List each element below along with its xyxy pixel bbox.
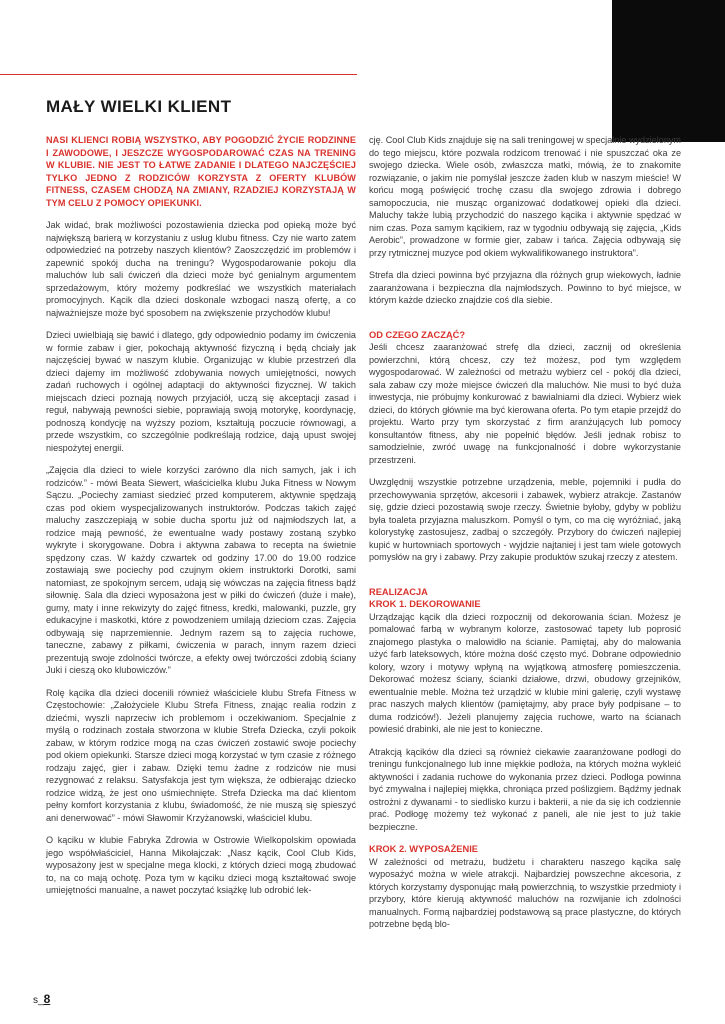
header-red-rule xyxy=(0,74,357,75)
left-paragraph-4: Rolę kącika dla dzieci docenili również właściciele klubu Strefa Fitness w Częstochowie: „Założyciele Klubu Strefa Fitness, znając realia rodzin z dziećmi, wyszli naprzeciw ich problemom i oczekiwaniom. Specjalnie z myślą o rodzinach została stworzona w klubie Strefa Dziecka, czyli pokoik zabaw, w którym rodzice mogą na czas ćwiczeń zostawić swoje pociechy pod okiem opiekunki. Starsze dzieci mogą korzystać w tym czasie z różnego rodzaju zajęć, gier i zabaw. Dzięki temu żadne z rodziców nie musi rezygnować z relaksu. Satysfakcja jest tym większa, że odbierając dziecko rodzice widzą, że jest ono uśmiechnięte. Strefa Dziecka ma dać klientom pełny komfort korzystania z klubu, świadomość, że nie muszą się spieszyć ani denerwować” - mówi Sławomir Krzyżanowski, właściciel klubu. xyxy=(46,687,356,823)
page-number-value: 8 xyxy=(43,992,51,1006)
subheading-krok-1: KROK 1. DEKOROWANIE xyxy=(369,599,481,609)
page-number xyxy=(33,992,50,1006)
left-column xyxy=(46,134,356,907)
right-intro-paragraph-1: cję. Cool Club Kids znajduje się na sali treningowej w specjalnie wydzielonym do tego miejscu, które pozwala rodzicom trenować i nie spuszczać oka ze swojego dziecka. Wiele osób, zwłaszcza matki, mówią, że to znakomite rozwiązanie, o jakim nie pomyślał jeszcze żaden klub w naszym mieście! W końcu mogą poświęcić trochę czasu dla swojego zdrowia i dobrego samopoczucia, nie musząc organizować dodatkowej opieki dla dzieci. Maluchy także lubią przychodzić do naszego kącika i aktywnie spędzać w nim czas. Poza samym kącikiem, raz w tygodniu odbywają się zajęcia, „Kids Aerobic”, prowadzone w formie gier, zabaw i tańca. Zajęcia odbywają się przy rytmicznej muzyce pod okiem wykwalifikowanego instruktora”. xyxy=(369,135,681,258)
subheading-krok-2: KROK 2. WYPOSAŻENIE xyxy=(369,844,478,854)
left-paragraph-1: Jak widać, brak możliwości pozostawienia dziecka pod opieką może być największą barierą w korzystaniu z usług klubu fitness. Czy nie warto zatem odpowiedzieć na potrzeby naszych klientów? Zaoszczędzić im problemów i zapewnić spokój ducha na treningu? Wygospodarowanie pokoju dla maluchów lub sali ćwiczeń dla dzieci może być genialnym argumentem sprzedażowym, który możemy podkreślać we wszystkich materiałach promocyjnych. Kącik dla dzieci doskonale wzbogaci naszą ofertę, a co najważniejsze może być sposobem na zwiększenie przychodów klubu! xyxy=(46,220,356,318)
left-paragraph-3: „Zajęcia dla dzieci to wiele korzyści zarówno dla nich samych, jak i ich rodziców.” - mówi Beata Siewert, właścicielka klubu Juka Fitness w Nowym Sączu. „Pociechy zamiast siedzieć przed komputerem, aktywnie spędzają czas pod okiem wyspecjalizowanych instruktorów. Podczas takich zajęć maluchy zaszczepiają w sobie ducha sportu już od najmłodszych lat, a rodzice mają pewność, że ewentualne wady postawy zostaną szybko wykryte i skorygowane. Dobra i aktywna zabawa to recepta na świetnie spędzony czas. W każdy czwartek od godziny 17.00 do 19.00 rodzice zostawiają swe pociechy pod czujnym okiem instruktorki Dorotki, sami natomiast, ze spokojnym sercem, udają się wówczas na zajęcia fitness bądź siłownię. Sala dla dzieci wyposażona jest w piłki do ćwiczeń (duże i małe), gumy, maty i inne rekwizyty do zajęć fitness, kredki, malowanki, puzzle, gry edukacyjne i maskotki, które z powodzeniem umilają dzieciom czas. Zajęcia odbywają się naprzemiennie. Jednym razem są to zajęcia ruchowe, taneczne, zabawy z piłkami, ćwiczenia w parach, innym razem dzieci prezentują swoje zdolności twórcze, a efekty owej twórczości zdobią ściany Juki i cieszą oko klubowiczów.” xyxy=(46,465,356,675)
section1-paragraph-2: Uwzględnij wszystkie potrzebne urządzenia, meble, pojemniki i pudła do przechowywania sprzętów, akcesorii i zabawek, wybierz atrakcje. Zastanów się, gdzie dzieci pozostawią swoje rzeczy. Świetnie byłoby, gdyby w pobliżu była toaleta przyjazna maluszkom. Pomyśl o tym, co ma cię wyróżniać, jaką kolorystykę zastosujesz, zadbaj o szczegóły. Przybory do ćwiczeń najlepiej kupić w hurtowniach sportowych - wyjdzie najtaniej i jest tam wiele gotowych pomysłów na gry i zabawy. Przy zakupie produktów szukaj rzeczy z atestem. xyxy=(369,477,681,562)
corner-black-block xyxy=(612,0,725,142)
left-paragraph-5: O kąciku w klubie Fabryka Zdrowia w Ostrowie Wielkopolskim opowiada jego współwłaściciel, Hanna Mikołajczak: „Nasz kącik, Cool Club Kids, wyposażony jest w specjalne mega klocki, z których dzieci mogą zbudować to, na co mają ochotę. Poza tym w kąciku dzieci mogą kształtować swoje umiejętności manualne, a nawet poczytać książkę lub odrobić lek- xyxy=(46,835,356,895)
right-column xyxy=(369,134,681,941)
article-lead: NASI KLIENCI ROBIĄ WSZYSTKO, ABY POGODZIĆ ŻYCIE RODZINNE I ZAWODOWE, I JESZCZE WYGOSPODAROWAĆ CZAS NA TRENING W KLUBIE. NIE JEST TO ŁATWE ZADANIE I DLATEGO NAJCZĘŚCIEJ TYLKO JEDNO Z RODZICÓW KORZYSTA Z OFERTY KLUBÓW FITNESS, CZASEM CHODZĄ NA ZMIANY, RZADZIEJ KORZYSTAJĄ W TYM CELU Z POMOCY OPIEKUNKI. xyxy=(46,135,356,208)
left-paragraph-2: Dzieci uwielbiają się bawić i dlatego, gdy odpowiednio podamy im ćwiczenia w formie zabaw i gier, pokochają aktywność fizyczną i będą chciały jak najczęściej bywać w naszym klubie. Organizując w klubie przestrzeń dla dzieci dajemy im możliwość zdobywania nowych umiejętności, nowych zadań ruchowych i ogólnej adaptacji do aktywności fizycznej. W takich miejscach dzieci poznają nowych przyjaciół, uczą się akceptacji zasad i reguł, nabywają pewności siebie, poprawiają swoją motorykę, koordynację, podnoszą kondycję na wyższy poziom, kształtują poczucie równowagi, a przede wszystkim, co szczególnie podkreślają rodzice, dają upust swojej niespożytej energii. xyxy=(46,330,356,453)
page-number-prefix: s_ xyxy=(33,995,44,1006)
section2-paragraph-1: Urządzając kącik dla dzieci rozpocznij od dekorowania ścian. Możesz je pomalować farbą w wybranym kolorze, zastosować tapety lub poprosić znajomego plastyka o malowidło na ścianie. Pamiętaj, aby do malowania użyć farb lateksowych, które można dość często myć. Dobrane odpowiednio kolory, wzory i motywy wpłyną na wyjątkową atmosferę pomieszczenia. Dekorować możesz ściany, ścianki działowe, drzwi, obudowy grzejników, ewentualnie meble. Można też urządzić w klubie mini galerię, czyli wystawę prac naszych małych klientów (pamiętajmy, aby prace były podpisane – to duma rodziców!). Jeżeli planujemy zajęcia ruchowe, warto na ścianach powiesić drabinki, ale nie jest to konieczne. xyxy=(369,611,681,734)
section3-paragraph-1: W zależności od metrażu, budżetu i charakteru naszego kącika salę wyposażyć można w wiele atrakcji. Najbardziej powszechne akcesoria, z których korzystamy dysponując małą powierzchnią, to wszystkie przedmioty i przybory, które kierują aktywność maluchów na rozwijanie ich zdolności manualnych. Formą najbardziej podstawową są prace plastyczne, do których potrzebne będą blo- xyxy=(369,856,681,929)
section1-paragraph-1: Jeśli chcesz zaaranżować strefę dla dzieci, zacznij od określenia powierzchni, którą chcesz, czy też możesz, pod tym względem wygospodarować. W zależności od metrażu wybierz cel - pokój dla dzieci, sala zabaw czy może miejsce ćwiczeń dla maluchów. Nie musi to być duża inwestycja, nie próbujmy konkurować z bawialniami dla dzieci. Wybierz wiek dzieci, do których głównie ma być kierowana oferta. Po tym etapie przejdź do projektu. Warto przy tym skorzystać z firm aranżujących lub pomocy konsultantów fitness, aby nie popełnić błędów. Jeśli jednak robisz to samodzielnie, zwróć uwagę na funkcjonalność i dobre wykorzystanie przestrzeni. xyxy=(369,342,681,465)
section2-paragraph-2: Atrakcją kącików dla dzieci są również ciekawie zaaranżowane podłogi do treningu funkcjonalnego lub inne miękkie podłoża, na których można wykleić aktywności i zadania ruchowe do wykonania przez dzieci. Podłoga powinna być zmywalna i najlepiej miękka, chroniąca przed poślizgiem. Bądźmy jednak ostrożni z dywanami - to siedlisko kurzu i bakterii, a nie da się ich codziennie prać. Podłogę możemy też wykonać z paneli, ale nie jest to już takie bezpieczne. xyxy=(369,746,681,832)
right-intro-paragraph-2: Strefa dla dzieci powinna być przyjazna dla różnych grup wiekowych, ładnie zaaranżowana i bezpieczna dla najmłodszych. Powinno to być miejsce, w którym każde dziecko znajdzie coś dla siebie. xyxy=(369,270,681,305)
section-heading-realizacja: REALIZACJA xyxy=(369,586,428,597)
article-title: MAŁY WIELKI KLIENT xyxy=(46,97,232,116)
section-heading-start: OD CZEGO ZACZĄĆ? xyxy=(369,329,466,340)
